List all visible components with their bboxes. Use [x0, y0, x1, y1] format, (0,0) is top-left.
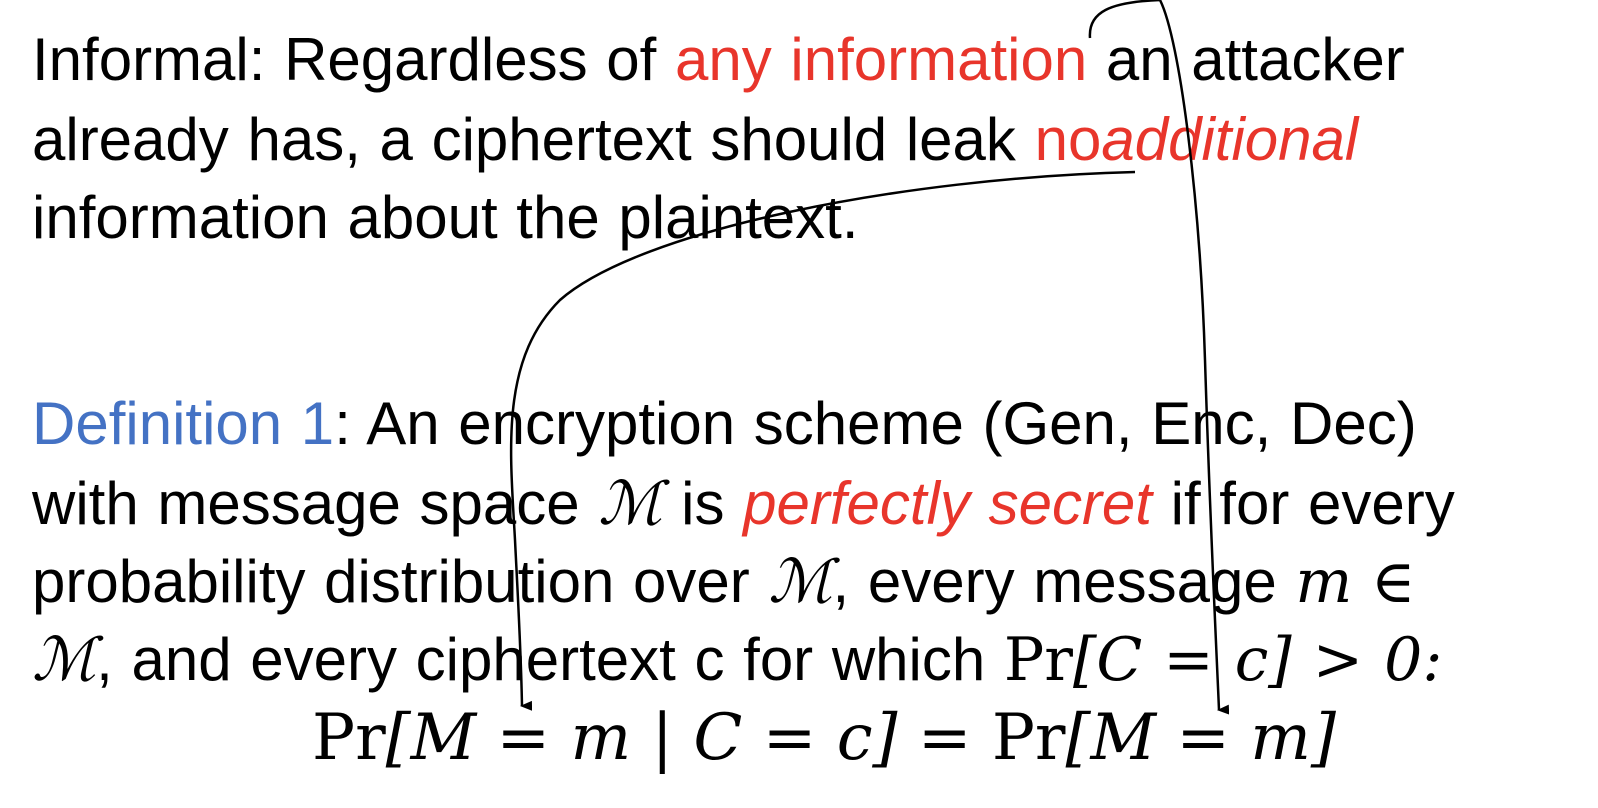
- probability-operator: Pr: [1003, 625, 1073, 695]
- definition-text-2b: is: [681, 470, 725, 537]
- definition-label: Definition 1: [32, 390, 335, 457]
- message-space-symbol: ℳ: [598, 469, 663, 539]
- equation-lhs: [M = m | C = c]: [385, 701, 898, 775]
- definition-line-3: [32, 546, 1415, 618]
- definition-colon: :: [334, 390, 351, 457]
- informal-highlight-any-information: any information: [674, 26, 1088, 93]
- informal-line-2: [32, 104, 1358, 176]
- informal-text-2: an attacker: [1105, 26, 1405, 93]
- informal-highlight-additional: additional: [1101, 106, 1359, 173]
- definition-line-2: [32, 468, 1455, 540]
- informal-highlight-no: no: [1034, 106, 1102, 173]
- definition-text-2c: if for every: [1170, 470, 1455, 537]
- informal-text-1: Regardless of: [284, 26, 657, 93]
- informal-text-4: information about the plaintext.: [32, 184, 859, 251]
- informal-line-3: [32, 182, 859, 254]
- definition-line-4: [32, 624, 1443, 696]
- equation-equals: =: [897, 701, 992, 775]
- definition-highlight-perfectly-secret: perfectly secret: [743, 470, 1152, 537]
- definition-text-3b: , every message: [832, 548, 1277, 615]
- perfect-secrecy-equation: [312, 700, 1336, 776]
- message-space-symbol-3: ℳ: [32, 625, 97, 695]
- equation-lhs-pr: Pr: [312, 701, 386, 775]
- informal-label: Informal:: [32, 26, 266, 93]
- definition-text-1: An encryption scheme (Gen, Enc, Dec): [366, 390, 1417, 457]
- element-of-symbol: ∈: [1370, 547, 1416, 617]
- equation-rhs: [M = m]: [1065, 701, 1336, 775]
- definition-text-4a: , and every ciphertext c for which: [96, 626, 986, 693]
- ciphertext-condition: [C = c] > 0:: [1072, 625, 1443, 695]
- definition-text-3a: probability distribution over: [32, 548, 750, 615]
- definition-line-1: [32, 388, 1417, 460]
- definition-text-2a: with message space: [32, 470, 580, 537]
- informal-line-1: [32, 24, 1405, 96]
- message-variable: m: [1295, 547, 1353, 617]
- informal-text-3: already has, a ciphertext should leak: [32, 106, 1016, 173]
- message-space-symbol-2: ℳ: [768, 547, 833, 617]
- equation-rhs-pr: Pr: [991, 701, 1066, 775]
